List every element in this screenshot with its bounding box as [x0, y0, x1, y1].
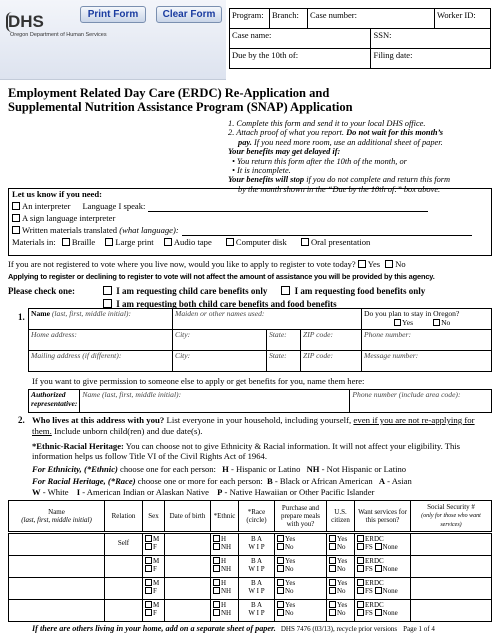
case-number-field[interactable]: Case number: — [308, 9, 435, 29]
sign-language-checkbox[interactable] — [12, 214, 20, 222]
language-input[interactable] — [148, 211, 428, 212]
citizen-yes-checkbox[interactable] — [329, 557, 336, 564]
filing-date-field[interactable]: Filing date: — [371, 49, 491, 69]
household-header-row — [9, 501, 492, 532]
member-name-input[interactable] — [11, 557, 102, 575]
want-fs-checkbox[interactable] — [357, 543, 364, 550]
purchase-no-checkbox[interactable] — [277, 565, 284, 572]
accommodation-box: Let us know if you need: An interpreter Language I speak: A sign language interpreter Written materials translated (what language): Materials in: Braille Large print Audio tape Computer disk Oral presentation — [8, 188, 492, 256]
oral-presentation-checkbox[interactable] — [301, 238, 309, 246]
col-want-services: Want services for this person? — [355, 501, 411, 532]
section-1-number: 1. — [18, 312, 25, 322]
purchase-yes-checkbox[interactable] — [277, 601, 284, 608]
ethnic-nh-checkbox[interactable] — [213, 565, 220, 572]
household-row: Self M F H NH B A W I P Yes No Yes No ERDC FS None — [9, 534, 492, 556]
purchase-yes-checkbox[interactable] — [277, 535, 284, 542]
col-sex: Sex — [143, 501, 165, 532]
section-2-number: 2. — [18, 415, 25, 425]
footer: If there are others living in your home, add on a separate sheet of paper. DHS 7476 (03/13), recycle prior versions Page 1 of 4 — [32, 624, 435, 633]
ethnic-nh-checkbox[interactable] — [213, 609, 220, 616]
want-none-checkbox[interactable] — [375, 609, 382, 616]
request-options: I am requesting child care benefits only I am requesting food benefits only I am requesting both child care benefits and food benefits — [103, 286, 425, 309]
message-number-field[interactable]: Message number: — [362, 351, 492, 372]
form-title: Employment Related Day Care (ERDC) Re-Application and Supplemental Nutrition Assistance Program (SNAP) Application — [8, 86, 353, 115]
due-by-field[interactable]: Due by the 10th of: — [230, 49, 371, 69]
translation-checkbox[interactable] — [12, 226, 20, 234]
stay-oregon-field: Do you plan to stay in Oregon? Yes No — [362, 309, 492, 330]
want-erdc-checkbox[interactable] — [357, 601, 364, 608]
case-header-table — [229, 8, 491, 69]
citizen-yes-checkbox[interactable] — [329, 601, 336, 608]
authorized-rep-phone-field[interactable]: Phone number (include area code): — [350, 390, 492, 413]
purchase-no-checkbox[interactable] — [277, 609, 284, 616]
child-care-only-checkbox[interactable] — [103, 286, 112, 295]
clear-form-button[interactable]: Clear Form — [156, 6, 222, 23]
permission-text: If you want to give permission to someone else to apply or get benefits for you, name them here: — [32, 376, 365, 386]
mailing-city-field[interactable]: City: — [173, 351, 267, 372]
ethnic-h-checkbox[interactable] — [213, 579, 220, 586]
maiden-name-field[interactable]: Maiden or other names used: — [173, 309, 362, 330]
household-question: Who lives at this address with you? List everyone in your household, including yourself, even if you are not re-applying for them. Include unborn child(ren) and due date(s). — [32, 415, 475, 436]
dob-input[interactable] — [167, 535, 208, 553]
mailing-state-field[interactable]: State: — [267, 351, 301, 372]
want-fs-checkbox[interactable] — [357, 565, 364, 572]
col-dob: Date of birth — [165, 501, 211, 532]
ethnic-h-checkbox[interactable] — [213, 557, 220, 564]
agency-name: Oregon Department of Human Services — [10, 32, 107, 38]
col-purchase: Purchase and prepare meals with you? — [275, 501, 327, 532]
relation-input[interactable] — [107, 579, 140, 597]
race-options[interactable]: B A W I P — [248, 579, 265, 596]
mailing-address-field[interactable]: Mailing address (if different): — [29, 351, 173, 372]
want-none-checkbox[interactable] — [375, 565, 382, 572]
household-table — [8, 500, 492, 532]
ethnicity-legend: For Ethnicity, (*Ethnic) choose one for each person: H - Hispanic or Latino NH - Not Hispanic or Latino — [32, 464, 407, 474]
braille-checkbox[interactable] — [62, 238, 70, 246]
authorized-rep-table — [28, 389, 492, 413]
case-name-field[interactable]: Case name: — [230, 29, 371, 49]
dob-input[interactable] — [167, 579, 208, 597]
stay-yes-checkbox[interactable] — [394, 319, 401, 326]
sex-m-checkbox[interactable] — [145, 601, 152, 608]
dob-input[interactable] — [167, 601, 208, 619]
voter-question: If you are not registered to vote where you live now, would you like to apply to register to vote today? Yes No — [8, 259, 406, 269]
instructions: 1. Complete this form and send it to your local DHS office. 2. Attach proof of what you report. Do not wait for this month’s pay. If you need more room, use an additional sheet of paper. Your benefits may get delayed if: • You return this form after the 10th of the month, or • It is incomplete. Your benefits will stop if you do not complete and return this form by the month shown in the “Due by the 10th of:” box above. — [228, 119, 451, 194]
mailing-zip-field[interactable]: ZIP code: — [301, 351, 362, 372]
phone-number-field[interactable]: Phone number: — [362, 330, 492, 351]
household-row: M F H NH B A W I P Yes No Yes No ERDC FS None — [9, 578, 492, 600]
ethnic-nh-checkbox[interactable] — [213, 587, 220, 594]
want-fs-checkbox[interactable] — [357, 609, 364, 616]
relation-input[interactable] — [107, 601, 140, 619]
citizen-no-checkbox[interactable] — [329, 565, 336, 572]
food-only-checkbox[interactable] — [281, 286, 290, 295]
citizen-no-checkbox[interactable] — [329, 587, 336, 594]
race-options[interactable]: B A W I P — [248, 557, 265, 574]
check-one-label: Please check one: — [8, 286, 75, 296]
citizen-yes-checkbox[interactable] — [329, 535, 336, 542]
sex-f-checkbox[interactable] — [145, 609, 152, 616]
ethnic-nh-checkbox[interactable] — [213, 543, 220, 550]
relation-self: Self — [117, 539, 130, 547]
want-erdc-checkbox[interactable] — [357, 535, 364, 542]
stay-no-checkbox[interactable] — [433, 319, 440, 326]
member-name-input[interactable] — [11, 535, 102, 553]
voter-notice: Applying to register or declining to register to vote will not affect the amount of assistance you will be provided by this agency. — [8, 272, 435, 281]
ssn-input[interactable] — [413, 557, 489, 575]
home-zip-field[interactable]: ZIP code: — [301, 330, 362, 351]
interpreter-checkbox[interactable] — [12, 202, 20, 210]
race-legend-2: W - White I - American Indian or Alaskan Native P - Native Hawaiian or Other Pacific Islander — [32, 487, 375, 497]
ssn-field[interactable]: SSN: — [371, 29, 491, 49]
want-none-checkbox[interactable] — [375, 587, 382, 594]
home-city-field[interactable]: City: — [173, 330, 267, 351]
sex-m-checkbox[interactable] — [145, 579, 152, 586]
sex-f-checkbox[interactable] — [145, 565, 152, 572]
worker-id-field[interactable]: Worker ID: — [435, 9, 491, 29]
dob-input[interactable] — [167, 557, 208, 575]
citizen-no-checkbox[interactable] — [329, 543, 336, 550]
computer-disk-checkbox[interactable] — [226, 238, 234, 246]
home-state-field[interactable]: State: — [267, 330, 301, 351]
ssn-input[interactable] — [413, 579, 489, 597]
household-row: M F H NH B A W I P Yes No Yes No ERDC FS None — [9, 600, 492, 622]
sex-f-checkbox[interactable] — [145, 587, 152, 594]
ssn-input[interactable] — [413, 535, 489, 553]
ssn-input[interactable] — [413, 601, 489, 619]
authorized-rep-label: Authorized representative: — [29, 390, 80, 413]
voter-yes-checkbox[interactable] — [358, 260, 366, 268]
col-name: Name (last, first, middle initial) — [9, 501, 105, 532]
home-address-field[interactable]: Home address: — [29, 330, 173, 351]
race-options[interactable]: B A W I P — [248, 535, 265, 552]
dhs-logo: DHS — [8, 12, 44, 31]
sex-m-checkbox[interactable] — [145, 535, 152, 542]
ethnic-h-checkbox[interactable] — [213, 601, 220, 608]
ethnic-info: *Ethnic-Racial Heritage: You can choose not to give Ethnicity & Racial information. It will not affect your eligibility. This information helps us follow Title VI of the Civil Rights Act of 1964. — [32, 441, 461, 462]
col-race: *Race (circle) — [239, 501, 275, 532]
applicant-info-table — [28, 308, 492, 372]
large-print-checkbox[interactable] — [105, 238, 113, 246]
col-relation: Relation — [105, 501, 143, 532]
translation-language-input[interactable] — [182, 235, 472, 236]
race-options[interactable]: B A W I P — [248, 601, 265, 618]
household-row: M F H NH B A W I P Yes No Yes No ERDC FS None — [9, 556, 492, 578]
both-benefits-checkbox[interactable] — [103, 299, 112, 308]
sex-f-checkbox[interactable] — [145, 543, 152, 550]
ethnic-h-checkbox[interactable] — [213, 535, 220, 542]
want-none-checkbox[interactable] — [375, 543, 382, 550]
household-body — [8, 533, 492, 622]
col-ssn: Social Security # (only for those who want services) — [411, 501, 492, 532]
purchase-yes-checkbox[interactable] — [277, 579, 284, 586]
relation-input[interactable] — [107, 557, 140, 575]
purchase-no-checkbox[interactable] — [277, 587, 284, 594]
want-erdc-checkbox[interactable] — [357, 557, 364, 564]
authorized-rep-name-field[interactable]: Name (last, first, middle initial): — [80, 390, 350, 413]
member-name-input[interactable] — [11, 579, 102, 597]
program-field[interactable]: Program: — [230, 9, 270, 29]
want-fs-checkbox[interactable] — [357, 587, 364, 594]
col-citizen: U.S. citizen — [327, 501, 355, 532]
citizen-yes-checkbox[interactable] — [329, 579, 336, 586]
name-field[interactable]: Name (last, first, middle initial): — [29, 309, 173, 330]
want-erdc-checkbox[interactable] — [357, 579, 364, 586]
sex-m-checkbox[interactable] — [145, 557, 152, 564]
citizen-no-checkbox[interactable] — [329, 609, 336, 616]
print-form-button[interactable]: Print Form — [80, 6, 146, 23]
purchase-no-checkbox[interactable] — [277, 543, 284, 550]
race-legend: For Racial Heritage, (*Race) choose one or more for each person: B - Black or African American A - Asian — [32, 476, 412, 486]
audio-tape-checkbox[interactable] — [164, 238, 172, 246]
household-rows — [8, 533, 492, 622]
voter-no-checkbox[interactable] — [385, 260, 393, 268]
col-ethnic: *Ethnic — [211, 501, 239, 532]
member-name-input[interactable] — [11, 601, 102, 619]
branch-field[interactable]: Branch: — [270, 9, 308, 29]
purchase-yes-checkbox[interactable] — [277, 557, 284, 564]
